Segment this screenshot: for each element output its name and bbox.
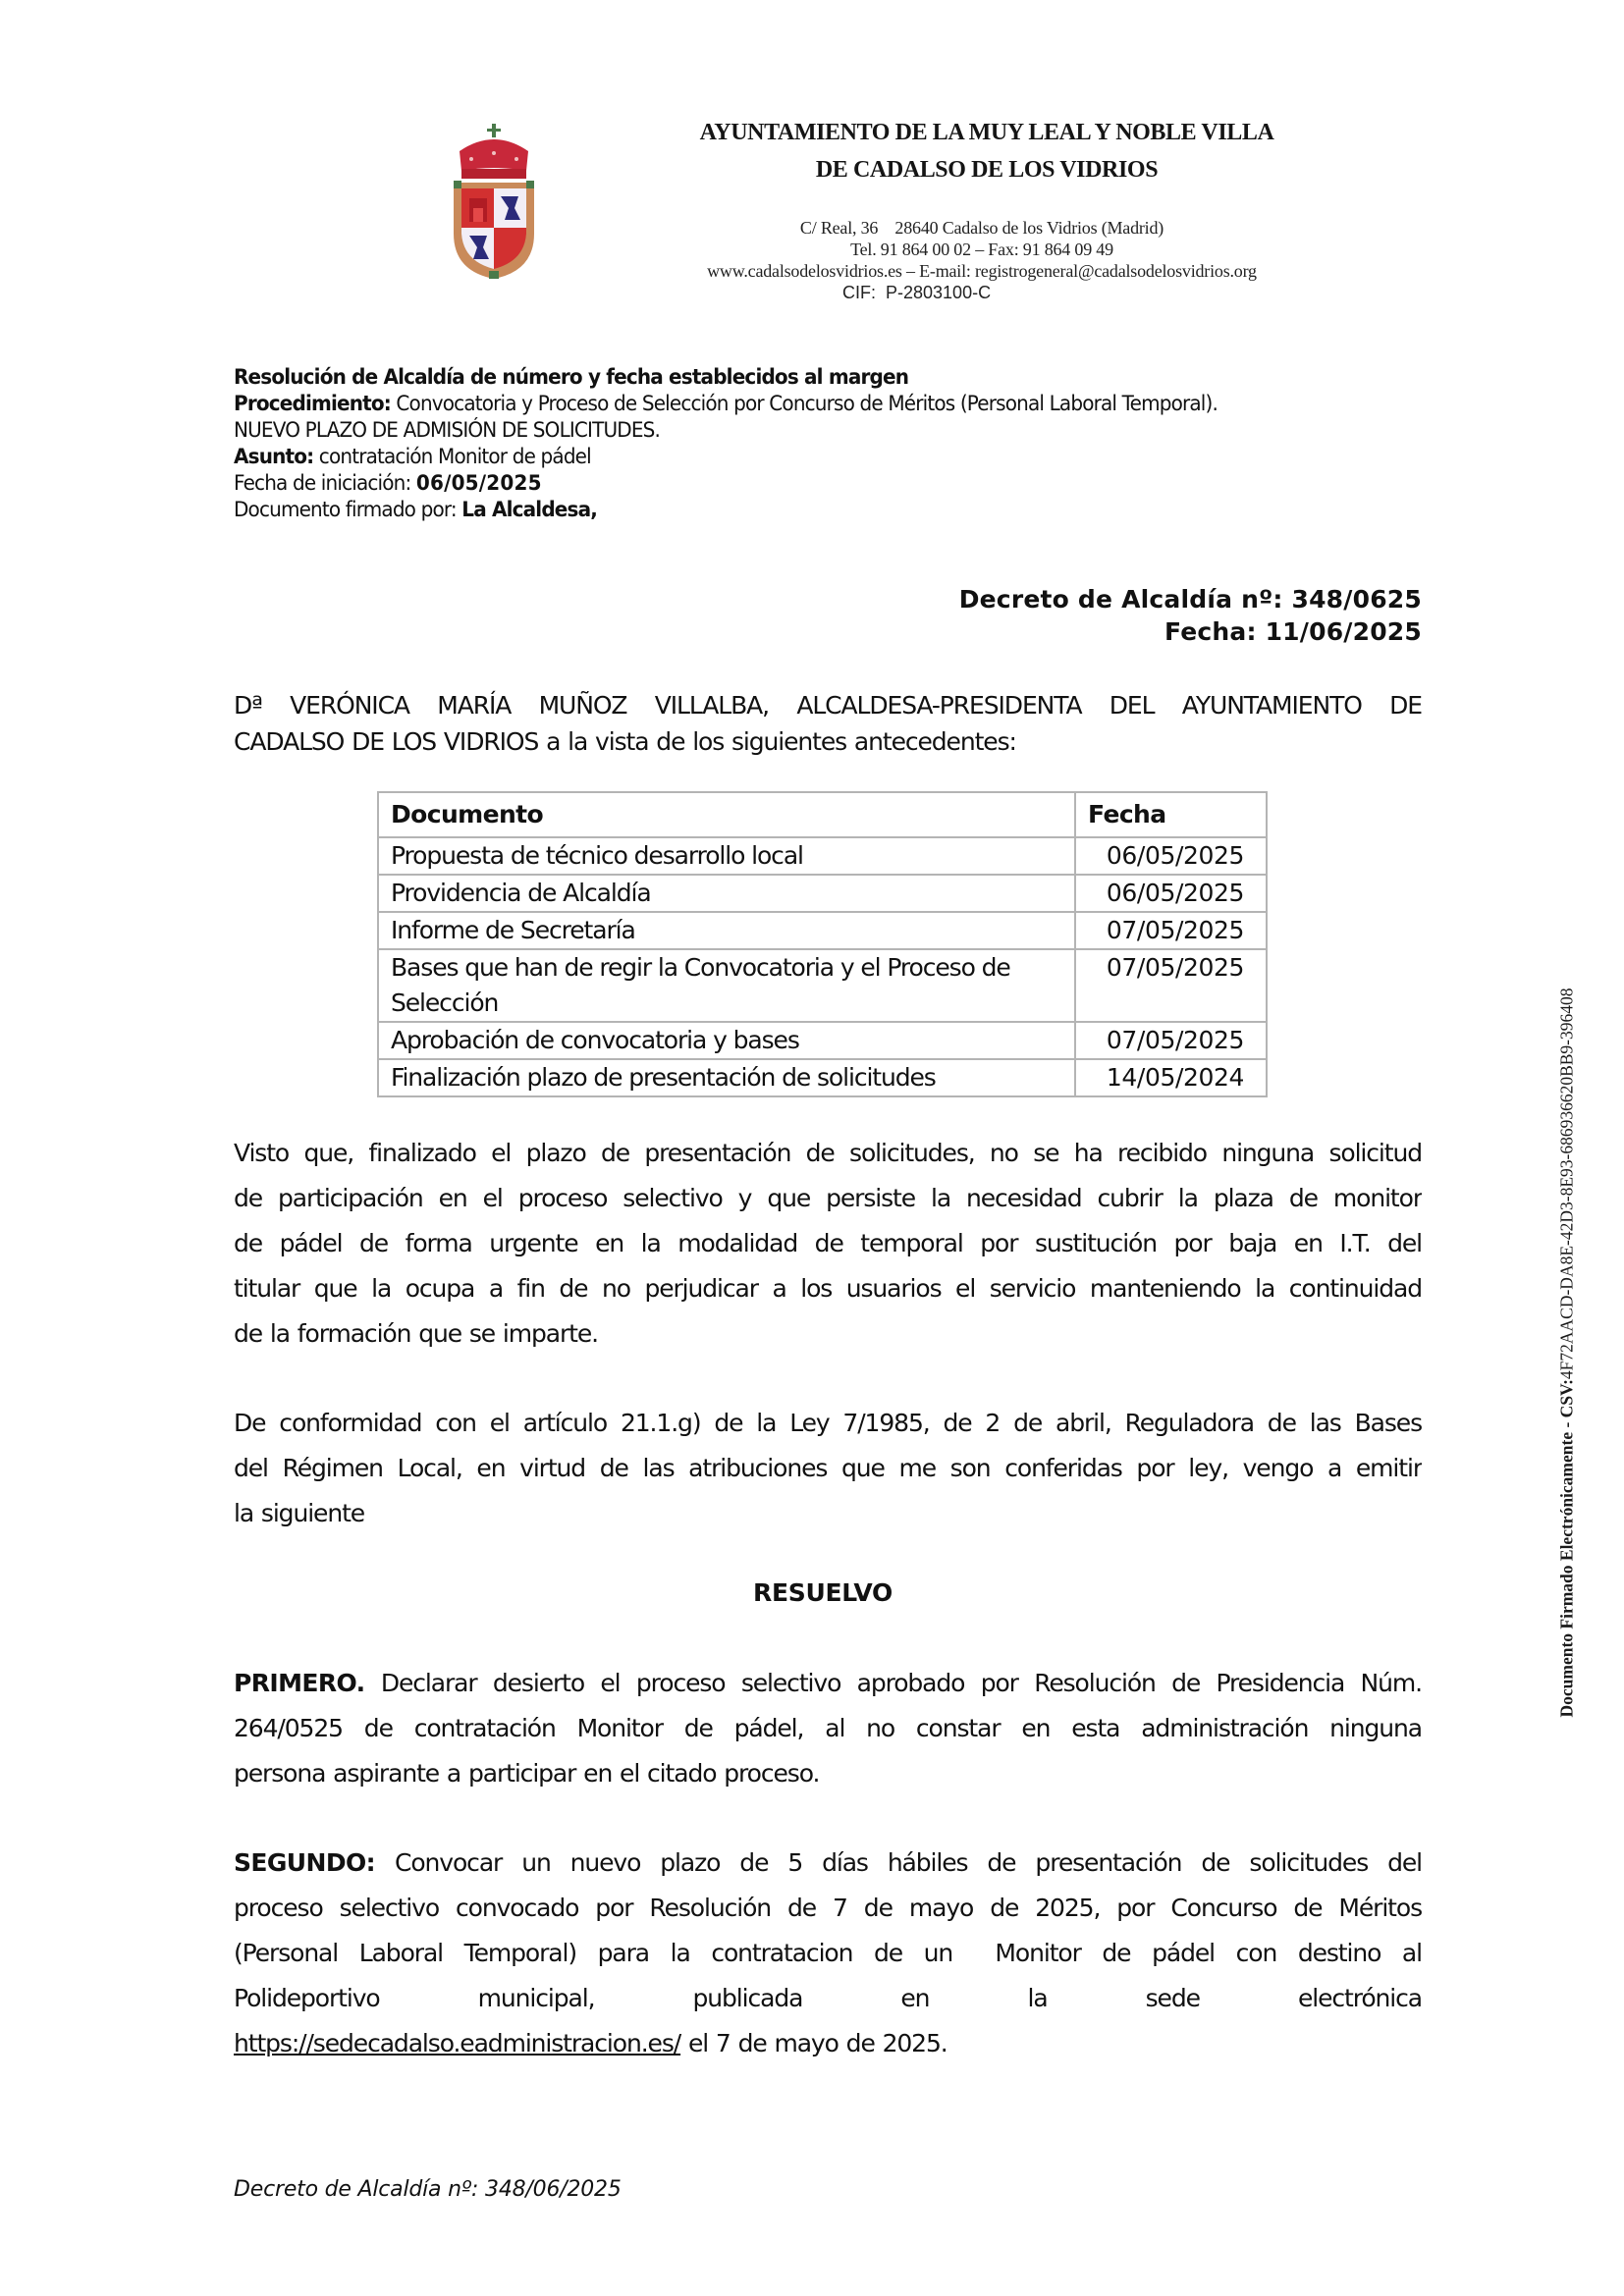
paragraph-line: proceso selectivo convocado por Resolución de 7 de mayo de 2025, por Concurso de Méritos: [234, 1894, 1422, 1922]
documento-cell: Aprobación de convocatoria y bases: [378, 1022, 1075, 1059]
table-row: [378, 1022, 1267, 1059]
fecha-cell: 07/05/2025: [1075, 912, 1267, 949]
firmado-por-label: Documento firmado por:: [234, 498, 462, 522]
fecha-iniciacion-line: [234, 470, 542, 497]
procedimiento-label: Procedimiento:: [234, 392, 391, 416]
paragraph-line: [234, 1661, 1422, 1706]
procedimiento-value: Convocatoria y Proceso de Selección por Concurso de Méritos (Personal Laboral Temporal).: [390, 392, 1218, 416]
table-header-row: [378, 792, 1267, 837]
paragraph-line: De conformidad con el artículo 21.1.g) de la Ley 7/1985, de 2 de abril, Reguladora de las Bases: [234, 1409, 1422, 1437]
documento-cell: Providencia de Alcaldía: [378, 875, 1075, 912]
firmado-por-line: [234, 497, 597, 523]
intro-line: Dª VERÓNICA MARÍA MUÑOZ VILLALBA, ALCALDESA-PRESIDENTA DEL AYUNTAMIENTO DE: [234, 691, 1422, 720]
segundo-tail: el 7 de mayo de 2025.: [680, 2029, 947, 2057]
paragraph-line: [234, 2021, 1422, 2066]
documento-cell: Finalización plazo de presentación de solicitudes: [378, 1059, 1075, 1096]
csv-code: 4F72AACD-DA8E-42D3-8E93-686936620BB9-396408: [1556, 988, 1577, 1380]
visto-que-paragraph: [234, 1131, 1422, 1357]
municipal-coat-of-arms-icon: [450, 124, 538, 281]
fecha-cell: 07/05/2025: [1075, 1022, 1267, 1059]
fecha-cell: 06/05/2025: [1075, 837, 1267, 875]
segundo-paragraph: [234, 1841, 1422, 2066]
resolution-heading: [234, 364, 908, 391]
firmado-por-value: La Alcaldesa,: [461, 498, 598, 522]
asunto-line: [234, 444, 591, 470]
paragraph-line: [234, 1841, 1422, 1886]
asunto-label: Asunto:: [234, 445, 314, 469]
column-header-fecha: Fecha: [1075, 792, 1267, 837]
documento-cell: Bases que han de regir la Convocatoria y el Proceso de Selección: [378, 949, 1075, 1022]
letterhead-title-line1: AYUNTAMIENTO DE LA MUY LEAL Y NOBLE VILLA: [699, 120, 1274, 145]
table-row: [378, 875, 1267, 912]
paragraph-line: la siguiente: [234, 1499, 365, 1527]
letterhead-web-email: www.cadalsodelosvidrios.es – E-mail: registrogeneral@cadalsodelosvidrios.org: [707, 261, 1257, 281]
resolution-heading-text: Resolución de Alcaldía de número y fecha establecidos al margen: [234, 365, 909, 390]
fecha-cell: 06/05/2025: [1075, 875, 1267, 912]
paragraph-line: de pádel de forma urgente en la modalidad de temporal por sustitución por baja en I.T. del: [234, 1229, 1422, 1257]
decreto-number: Decreto de Alcaldía nº: 348/0625: [958, 585, 1422, 614]
paragraph-line: 264/0525 de contratación Monitor de pádel, al no constar en esta administración ninguna: [234, 1714, 1422, 1742]
table-row: [378, 1059, 1267, 1096]
primero-paragraph: [234, 1661, 1422, 1796]
primero-label: PRIMERO.: [234, 1669, 365, 1697]
column-header-documento: Documento: [378, 792, 1075, 837]
letterhead-title-line2: DE CADALSO DE LOS VIDRIOS: [815, 157, 1159, 183]
paragraph-line: del Régimen Local, en virtud de las atribuciones que me son conferidas por ley, vengo a emitir: [234, 1454, 1422, 1482]
decreto-date: Fecha: 11/06/2025: [1164, 617, 1422, 646]
paragraph-line: de la formación que se imparte.: [234, 1319, 598, 1348]
segundo-text: Convocar un nuevo plazo de 5 días hábiles de presentación de solicitudes del: [375, 1848, 1422, 1877]
asunto-value: contratación Monitor de pádel: [313, 445, 591, 469]
paragraph-line: titular que la ocupa a fin de no perjudicar a los usuarios el servicio manteniendo la continuidad: [234, 1274, 1422, 1303]
procedimiento-line: [234, 391, 1218, 417]
intro-line: CADALSO DE LOS VIDRIOS a la vista de los siguientes antecedentes:: [234, 727, 1016, 756]
letterhead-address: C/ Real, 36 28640 Cadalso de los Vidrios (Madrid): [799, 218, 1164, 238]
letterhead-cif: CIF: P-2803100-C: [842, 283, 992, 302]
resuelvo-heading: RESUELVO: [753, 1578, 893, 1607]
conformidad-paragraph: [234, 1401, 1422, 1536]
primero-text: Declarar desierto el proceso selectivo aprobado por Resolución de Presidencia Núm.: [364, 1669, 1422, 1697]
segundo-label: SEGUNDO:: [234, 1848, 376, 1877]
stamp-label: Documento Firmado Electrónicamente - CSV:: [1556, 1379, 1577, 1718]
table-row: [378, 837, 1267, 875]
table-row: [378, 912, 1267, 949]
paragraph-line: persona aspirante a participar en el citado proceso.: [234, 1759, 820, 1788]
documento-cell: Informe de Secretaría: [378, 912, 1075, 949]
paragraph-line: Visto que, finalizado el plazo de presentación de solicitudes, no se ha recibido ninguna solicitud: [234, 1139, 1422, 1167]
fecha-cell: 14/05/2024: [1075, 1059, 1267, 1096]
footer-decreto-reference: Decreto de Alcaldía nº: 348/06/2025: [234, 2177, 622, 2202]
fecha-iniciacion-value: 06/05/2025: [415, 471, 542, 496]
antecedentes-table: [377, 791, 1268, 1097]
letterhead-phone-fax: Tel. 91 864 00 02 – Fax: 91 864 09 49: [850, 240, 1113, 259]
table-row: [378, 949, 1267, 1022]
electronic-signature-stamp: [1557, 988, 1578, 1717]
nuevo-plazo-line: NUEVO PLAZO DE ADMISIÓN DE SOLICITUDES.: [234, 418, 661, 443]
paragraph-line: Polideportivo municipal, publicada en la sede electrónica: [234, 1984, 1422, 2012]
fecha-cell: 07/05/2025: [1075, 949, 1267, 1022]
fecha-iniciacion-label: Fecha de iniciación:: [234, 471, 416, 496]
sede-electronica-link[interactable]: https://sedecadalso.eadministracion.es/: [234, 2029, 681, 2057]
documento-cell: Propuesta de técnico desarrollo local: [378, 837, 1075, 875]
intro-paragraph: [234, 687, 1422, 760]
paragraph-line: de participación en el proceso selectivo y que persiste la necesidad cubrir la plaza de monitor: [234, 1184, 1422, 1212]
paragraph-line: (Personal Laboral Temporal) para la contratacion de un Monitor de pádel con destino al: [234, 1939, 1422, 1967]
